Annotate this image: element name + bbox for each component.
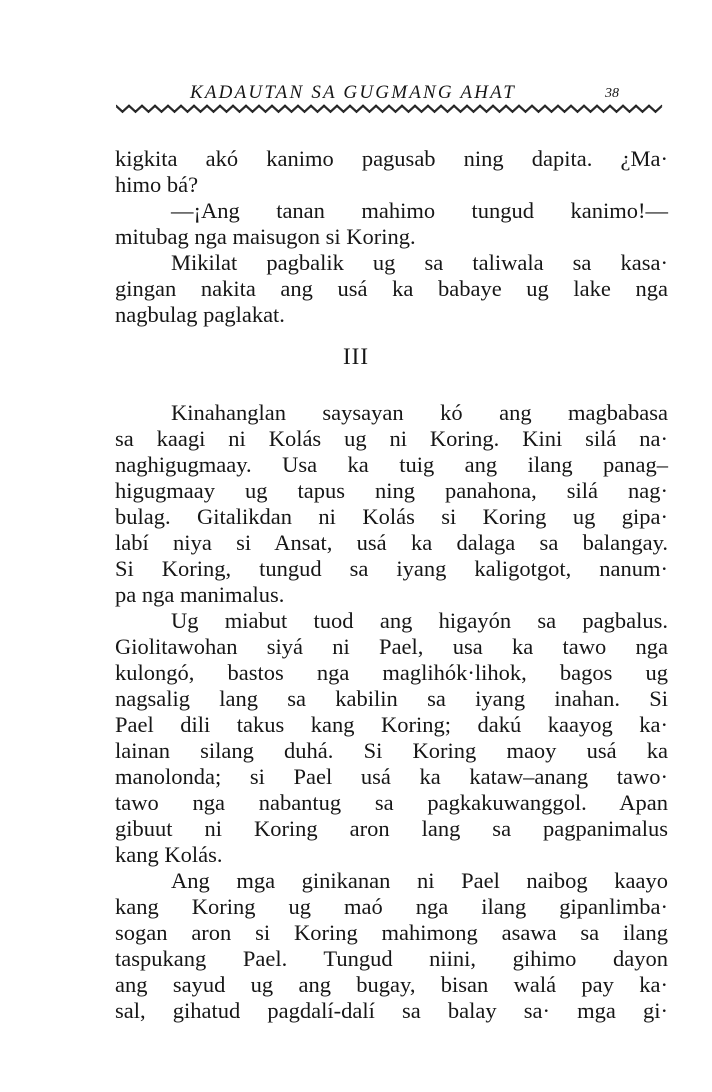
text-line: Si Koring, tungud sa iyang kaligotgot, nanum·	[115, 556, 668, 581]
text-line: nagbulag paglakat.	[115, 302, 285, 327]
text-line: mitubag nga maisugon si Koring.	[115, 224, 416, 249]
text-line: tawo nga nabantug sa pagkakuwanggol. Apan	[115, 790, 668, 815]
text-line: Ug miabut tuod ang higayón sa pagbalus.	[171, 608, 668, 633]
text-line: bulag. Gitalikdan ni Kolás si Koring ug gipa·	[115, 504, 668, 529]
text-line: kulongó, bastos nga maglihók·lihok, bagos ug	[115, 660, 668, 685]
text-line: kang Koring ug maó nga ilang gipanlimba·	[115, 894, 668, 919]
text-line: Mikilat pagbalik ug sa taliwala sa kasa·	[171, 250, 668, 275]
text-line: naghigugmaay. Usa ka tuig ang ilang panag–	[115, 452, 668, 477]
text-line: sogan aron si Koring mahimong asawa sa ilang	[115, 920, 668, 945]
text-line: sa kaagi ni Kolás ug ni Koring. Kini silá na·	[115, 426, 668, 451]
decorative-zigzag-rule	[116, 104, 666, 114]
text-line: manolonda; si Pael usá ka kataw–anang tawo·	[115, 764, 668, 789]
section-heading: III	[343, 344, 369, 369]
text-line: gibuut ni Koring aron lang sa pagpanimalus	[115, 816, 668, 841]
text-line: Kinahanglan saysayan kó ang magbabasa	[171, 400, 668, 425]
text-line: kang Kolás.	[115, 842, 223, 867]
text-line: nagsalig lang sa kabilin sa iyang inahan. Si	[115, 686, 668, 711]
text-line: lainan silang duhá. Si Koring maoy usá ka	[115, 738, 668, 763]
text-line: taspukang Pael. Tungud niini, gihimo dayon	[115, 946, 668, 971]
page-number: 38	[605, 86, 619, 101]
running-title: KADAUTAN SA GUGMANG AHAT	[190, 82, 517, 103]
text-line: —¡Ang tanan mahimo tungud kanimo!—	[171, 198, 668, 223]
text-line: sal, gihatud pagdalí-dalí sa balay sa· mga gi·	[115, 998, 668, 1023]
text-line: gingan nakita ang usá ka babaye ug lake nga	[115, 276, 668, 301]
text-line: Ang mga ginikanan ni Pael naibog kaayo	[171, 868, 668, 893]
text-line: Pael dili takus kang Koring; dakú kaayog ka·	[115, 712, 668, 737]
text-line: ang sayud ug ang bugay, bisan walá pay ka·	[115, 972, 668, 997]
text-line: himo bá?	[115, 172, 199, 197]
text-line: higugmaay ug tapus ning panahona, silá nag·	[115, 478, 668, 503]
text-line: Giolitawohan siyá ni Pael, usa ka tawo nga	[115, 634, 668, 659]
text-line: kigkita akó kanimo pagusab ning dapita. ¿Ma·	[115, 146, 668, 171]
text-line: pa nga manimalus.	[115, 582, 285, 607]
text-line: labí niya si Ansat, usá ka dalaga sa balangay.	[115, 530, 668, 555]
